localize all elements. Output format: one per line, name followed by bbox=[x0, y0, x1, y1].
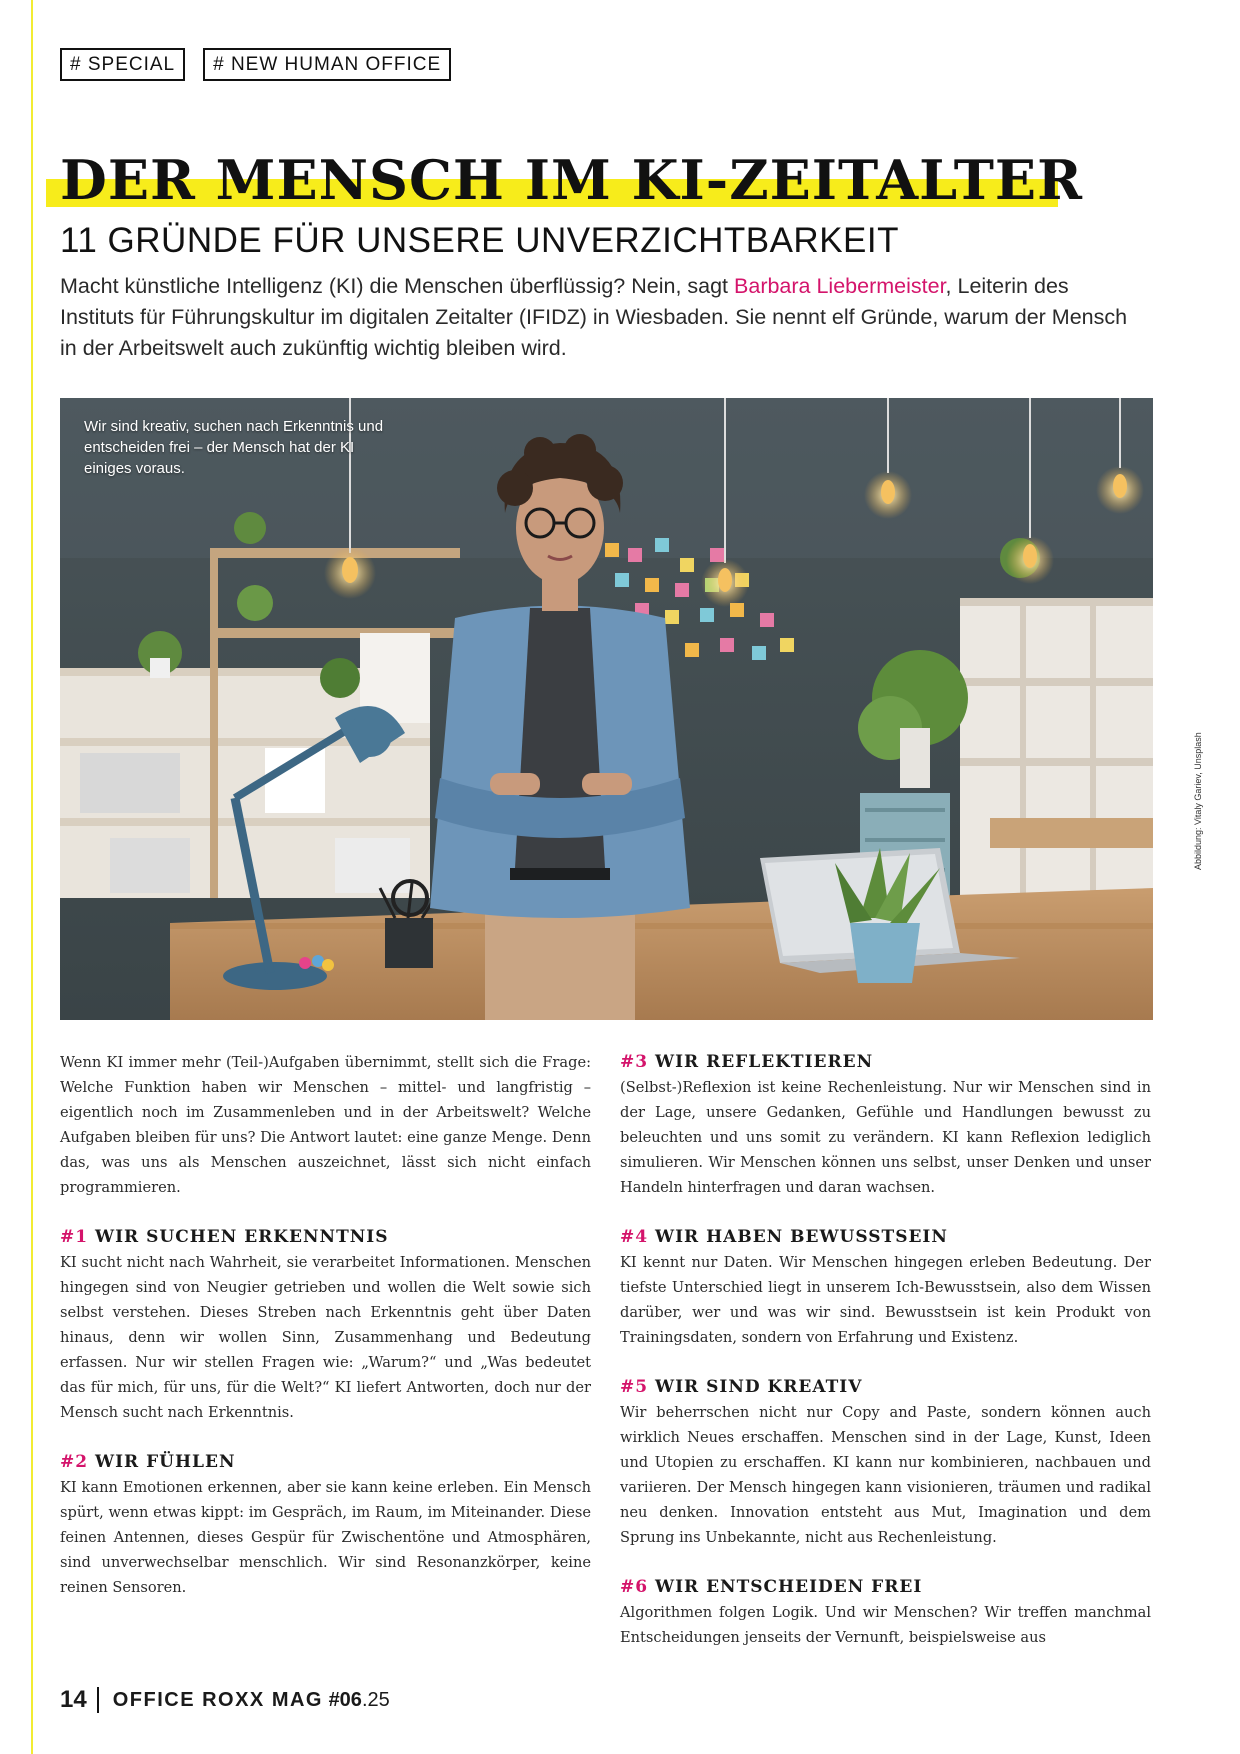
section-heading-6 bbox=[620, 1575, 1151, 1600]
margin-line bbox=[31, 0, 33, 1754]
section-title: WIR REFLEKTIEREN bbox=[655, 1052, 874, 1072]
section-heading-4 bbox=[620, 1225, 1151, 1250]
section-heading-3 bbox=[620, 1050, 1151, 1075]
section-number: #3 bbox=[620, 1052, 649, 1072]
footer-divider bbox=[97, 1687, 99, 1713]
issue-number: #06 bbox=[328, 1688, 362, 1711]
photo-credit: Abbildung: Vitaly Gariev, Unsplash bbox=[1193, 732, 1203, 870]
tag-list bbox=[60, 48, 451, 81]
section-number: #5 bbox=[620, 1377, 649, 1397]
section-title: WIR HABEN BEWUSSTSEIN bbox=[655, 1227, 948, 1247]
article-photo bbox=[60, 398, 1153, 1020]
page-footer bbox=[60, 1686, 390, 1714]
intro-after: , Leiterin des Instituts für Führungskultur im digitalen Zeitalter (IFIDZ) in Wiesbaden. Sie nennt elf Gründe, warum der Mensch in der Arbeitswelt auch zukünftig wichtig bleiben wird. bbox=[60, 274, 1128, 360]
section-heading-5 bbox=[620, 1375, 1151, 1400]
intro-text bbox=[60, 271, 1140, 364]
section-number: #2 bbox=[60, 1452, 89, 1472]
section-text-4: KI kennt nur Daten. Wir Menschen hingegen erleben Bedeutung. Der tiefste Unterschied liegt in unserem Ich-Bewusstsein, also dem Wissen darüber, wer und was wir sind. Bewusstsein ist kein Produkt von Trainingsdaten, sondern von Erfahrung und Existenz. bbox=[620, 1254, 1151, 1346]
tag-new-human-office[interactable]: # NEW HUMAN OFFICE bbox=[203, 48, 451, 81]
author-name: Barbara Liebermeister bbox=[734, 274, 946, 298]
section-number: #6 bbox=[620, 1577, 649, 1597]
section-text-3: (Selbst-)Reflexion ist keine Rechenleistung. Nur wir Menschen sind in der Lage, unsere Gedanken, Gefühle und Handlungen bewusst zu beleuchten und uns somit zu verändern. KI kann Reflexion lediglich simulieren. Wir Menschen können uns selbst, unser Denken und unser Handeln hinterfragen und daran wachsen. bbox=[620, 1079, 1151, 1196]
page-number: 14 bbox=[60, 1686, 87, 1713]
section-number: #4 bbox=[620, 1227, 649, 1247]
tag-special[interactable]: # SPECIAL bbox=[60, 48, 185, 81]
section-heading-2 bbox=[60, 1450, 591, 1475]
section-text-5: Wir beherrschen nicht nur Copy and Paste, sondern können auch wirklich Neues erschaffen. Menschen sind in der Lage, Kunst, Ideen und Utopien zu erschaffen. KI kann nur kombinieren, nachbauen und variieren. Der Mensch hingegen kann visionieren, träumen und radikal neu denken. Innovation entsteht aus Mut, Imagination und dem Sprung ins Unbekannte, nicht aus Rechenleistung. bbox=[620, 1404, 1151, 1546]
article-column-left bbox=[60, 1050, 591, 1600]
article-column-right bbox=[620, 1050, 1151, 1650]
subhead: 11 GRÜNDE FÜR UNSERE UNVERZICHTBARKEIT bbox=[60, 221, 900, 260]
article-lead: Wenn KI immer mehr (Teil-)Aufgaben übernimmt, stellt sich die Frage: Welche Funktion haben wir Menschen – mittel- und langfristig – eigentlich noch im Zusammenleben und in der Arbeitswelt? Welche Aufgaben bleiben für uns? Die Antwort lautet: eine ganze Menge. Denn das, was uns als Menschen auszeichnet, lässt sich nicht einfach programmieren. bbox=[60, 1054, 591, 1196]
issue-year: .25 bbox=[361, 1688, 390, 1711]
section-number: #1 bbox=[60, 1227, 89, 1247]
photo-caption: Wir sind kreativ, suchen nach Erkenntnis und entscheiden frei – der Mensch hat der KI einiges voraus. bbox=[84, 418, 384, 477]
magazine-name: OFFICE ROXX MAG bbox=[112, 1688, 323, 1711]
section-title: WIR ENTSCHEIDEN FREI bbox=[655, 1577, 923, 1597]
intro-before: Macht künstliche Intelligenz (KI) die Menschen überflüssig? Nein, sagt bbox=[60, 274, 735, 298]
headline: DER MENSCH IM KI-ZEITALTER bbox=[60, 148, 1083, 212]
section-text-1: KI sucht nicht nach Wahrheit, sie verarbeitet Informationen. Menschen hingegen sind von Neugier getrieben und wollen die Welt sowie sich selbst verstehen. Dieses Streben nach Erkenntnis geht über Daten hinaus, denn wir wollen Sinn, Zusammenhang und Bedeutung erfassen. Nur wir stellen Fragen wie: „Warum?“ und „Was bedeutet das für mich, für uns, für die Welt?“ KI liefert Antworten, doch nur der Mensch sucht nach Erkenntnis. bbox=[60, 1254, 591, 1421]
office-photo-illustration bbox=[60, 398, 1153, 1020]
section-title: WIR FÜHLEN bbox=[95, 1452, 236, 1472]
section-text-6: Algorithmen folgen Logik. Und wir Menschen? Wir treffen manchmal Entscheidungen jenseits der Vernunft, beispielsweise aus bbox=[620, 1604, 1151, 1646]
headline-block bbox=[60, 150, 1083, 210]
section-title: WIR SIND KREATIV bbox=[655, 1377, 863, 1397]
section-text-2: KI kann Emotionen erkennen, aber sie kann keine erleben. Ein Mensch spürt, wenn etwas kippt: im Gespräch, im Raum, im Miteinander. Diese feinen Antennen, dieses Gespür für Zwischentöne und Atmosphären, sind unverwechselbar menschlich. Wir sind Resonanzkörper, keine reinen Sensoren. bbox=[60, 1479, 591, 1596]
section-heading-1 bbox=[60, 1225, 591, 1250]
section-title: WIR SUCHEN ERKENNTNIS bbox=[95, 1227, 389, 1247]
